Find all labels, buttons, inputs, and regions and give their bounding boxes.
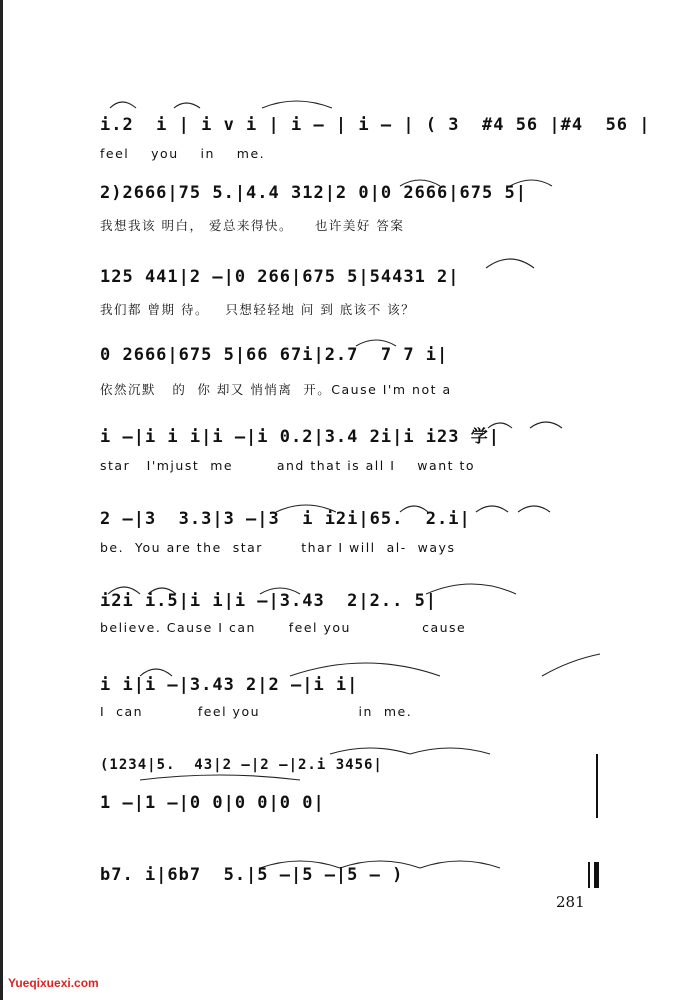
lyric-line: be. You are the star thar I will al- ways <box>100 540 456 555</box>
lyric-line: 我想我该 明白， 爱总来得快。 也许美好 答案 <box>100 218 405 233</box>
upper-part-line: (1234|5. 43|2 –|2 –|2.i 3456| <box>100 757 383 773</box>
final-barline-thin <box>588 862 590 888</box>
lower-part-line: 1 –|1 –|0 0|0 0|0 0| <box>100 793 325 813</box>
site-watermark: Yueqixuexi.com <box>8 976 99 990</box>
lyric-line: I can feel you in me. <box>100 704 413 719</box>
page-spine-line <box>0 0 3 1000</box>
notation-line: 2)2666|75 5.|4.4 312|2 0|0 2666|675 5| <box>100 183 527 203</box>
lyric-line: star I'mjust me and that is all I want to <box>100 458 476 473</box>
final-barline-thick <box>594 862 599 888</box>
notation-line: 2 –|3 3.3|3 –|3 i i2i|65. 2.i| <box>100 509 471 529</box>
lyric-line: 依然沉默 的 你 却又 悄悄离 开。Cause I'm not a <box>100 382 452 397</box>
lyric-line: believe. Cause I can feel you cause <box>100 620 467 635</box>
notation-line: b7. i|6b7 5.|5 –|5 –|5 – ) <box>100 865 404 885</box>
system-bracket-line <box>596 754 598 818</box>
notation-line: 125 441|2 –|0 266|675 5|54431 2| <box>100 267 460 287</box>
notation-line: i.2 i | i v i | i – | i – | ( 3 #4 56 |#4 56 | <box>100 115 651 135</box>
notation-line: i i|i –|3.43 2|2 –|i i| <box>100 675 359 695</box>
notation-line: i –|i i i|i –|i 0.2|3.4 2i|i i23 学| <box>100 427 500 447</box>
lyric-line: feel you in me. <box>100 146 266 161</box>
lyric-line: 我们都 曾期 待。 只想轻轻地 问 到 底该不 该？ <box>100 302 416 317</box>
notation-line: i2i i.5|i i|i –|3.43 2|2.. 5| <box>100 591 438 611</box>
page-number: 281 <box>556 893 585 911</box>
notation-line: 0 2666|675 5|66 67i|2.7 7 7 i| <box>100 345 449 365</box>
